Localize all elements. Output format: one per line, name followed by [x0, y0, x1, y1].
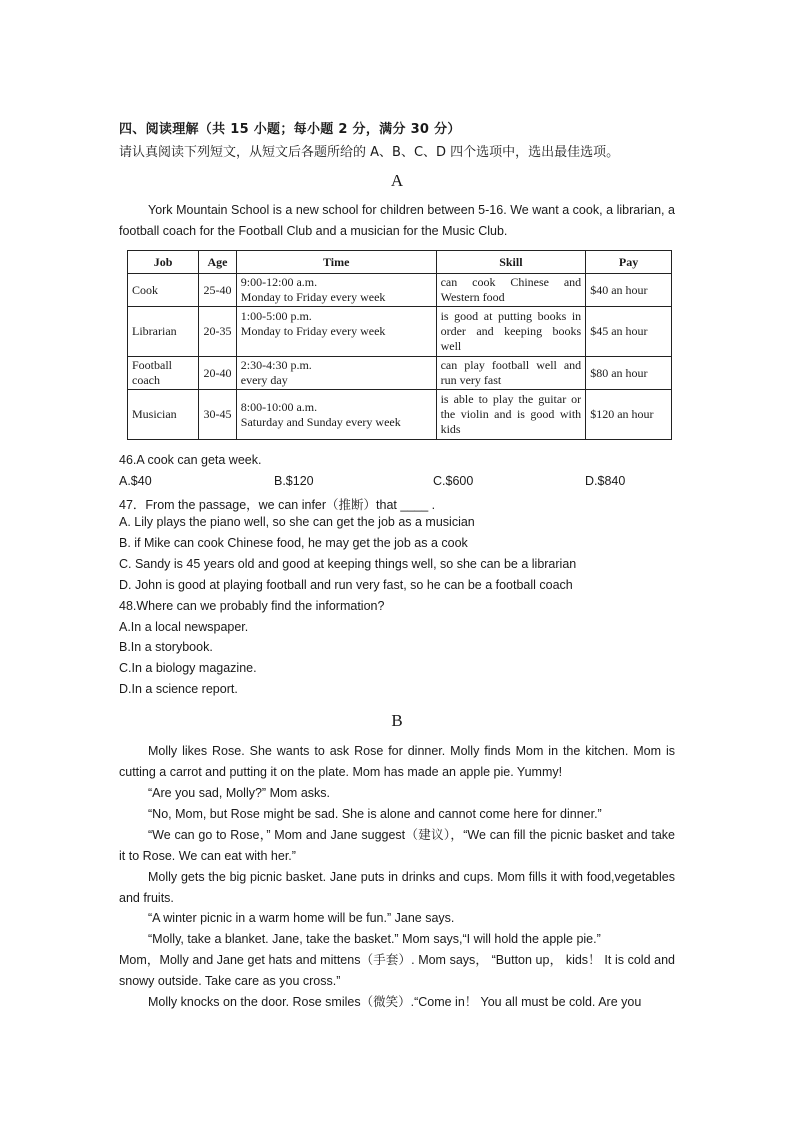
q48-option-a: A.In a local newspaper. — [119, 620, 249, 634]
age-cell: 25-40 — [199, 274, 237, 307]
passage-b-paragraph: “Molly, take a blanket. Jane, take the basket.” Mom says,“I will hold the apple pie.” — [148, 932, 601, 946]
q46-option-a: A.$40 — [119, 474, 152, 488]
age-cell: 30-45 — [199, 390, 237, 440]
pay-cell: $40 an hour — [586, 274, 672, 307]
section-instruction: 请认真阅读下列短文，从短文后各题所给的 A、B、C、D 四个选项中，选出最佳选项。 — [119, 145, 620, 160]
table-row — [128, 390, 672, 440]
passage-b-paragraph: “No, Mom, but Rose might be sad. She is alone and cannot come here for dinner.” — [148, 807, 602, 821]
table-row — [128, 357, 672, 390]
header-skill: Skill — [436, 251, 586, 274]
table-row — [128, 307, 672, 357]
q47-option-b: B. if Mike can cook Chinese food, he may get the job as a cook — [119, 536, 468, 550]
time-days: every day — [240, 373, 288, 387]
q48-option-c: C.In a biology magazine. — [119, 661, 257, 675]
skill-cell: is able to play the guitar or the violin and is good with kids — [436, 390, 586, 440]
time-hours: 9:00-12:00 a.m. — [240, 275, 318, 289]
skill-cell: can cook Chinese and Western food — [436, 274, 586, 307]
passage-b-paragraph: “We can go to Rose，” Mom and Jane suggest（建议），“We can fill the picnic basket and take it to Rose. We can eat with her.” — [119, 828, 675, 863]
section-heading: 四、阅读理解（共 15 小题；每小题 2 分，满分 30 分） — [119, 122, 461, 137]
q47-option-d: D. John is good at playing football and run very fast, so he can be a football coach — [119, 578, 573, 592]
q47-option-c: C. Sandy is 45 years old and good at keeping things well, so she can be a librarian — [119, 557, 577, 571]
job-cell: Football coach — [128, 357, 199, 390]
skill-cell: can play football well and run very fast — [436, 357, 586, 390]
time-cell — [236, 307, 436, 357]
time-days: Monday to Friday every week — [240, 324, 386, 338]
header-time: Time — [236, 251, 436, 274]
skill-cell: is good at putting books in order and keeping books well — [436, 307, 586, 357]
passage-b-paragraph: Molly likes Rose. She wants to ask Rose for dinner. Molly finds Mom in the kitchen. Mom is cutting a carrot and putting it on the plate. Mom has made an apple pie. Yummy! — [119, 744, 675, 779]
header-job: Job — [128, 251, 199, 274]
age-cell: 20-35 — [199, 307, 237, 357]
time-days: Saturday and Sunday every week — [240, 414, 401, 429]
passage-a-intro: York Mountain School is a new school for children between 5-16. We want a cook, a librarian, a football coach for the Football Club and a musician for the Music Club. — [119, 203, 675, 238]
header-pay: Pay — [586, 251, 672, 274]
question-46-options — [119, 474, 675, 492]
passage-a-title: A — [390, 171, 404, 190]
question-46-stem: 46.A cook can geta week. — [119, 453, 262, 467]
age-cell: 20-40 — [199, 357, 237, 390]
passage-b-paragraph: Molly knocks on the door. Rose smiles（微笑）.“Come in！ You all must be cold. Are you — [148, 995, 642, 1009]
q48-option-b: B.In a storybook. — [119, 640, 213, 654]
time-cell — [236, 390, 436, 440]
header-age: Age — [199, 251, 237, 274]
passage-b-paragraph: Molly gets the big picnic basket. Jane puts in drinks and cups. Mom fills it with food,vegetables and fruits. — [119, 870, 675, 905]
time-hours: 8:00-10:00 a.m. — [240, 399, 318, 414]
pay-cell: $45 an hour — [586, 307, 672, 357]
job-cell: Cook — [128, 274, 199, 307]
pay-cell: $80 an hour — [586, 357, 672, 390]
time-cell — [236, 357, 436, 390]
pay-cell: $120 an hour — [586, 390, 672, 440]
question-48-stem: 48.Where can we probably find the information? — [119, 599, 385, 613]
table-row — [128, 274, 672, 307]
job-cell: Musician — [128, 390, 199, 440]
time-cell — [236, 274, 436, 307]
q46-option-d: D.$840 — [585, 474, 626, 488]
time-hours: 1:00-5:00 p.m. — [240, 309, 312, 323]
q46-option-c: C.$600 — [433, 474, 474, 488]
job-table — [127, 250, 672, 440]
question-47-stem: 47．From the passage，we can infer（推断）that ____ . — [119, 498, 436, 512]
passage-b-paragraph: Mom，Molly and Jane get hats and mittens（手套）. Mom says， “Button up， kids！ It is cold and snowy outside. Take care as you cross.” — [119, 953, 675, 988]
q46-option-b: B.$120 — [274, 474, 314, 488]
job-cell: Librarian — [128, 307, 199, 357]
job-table-header — [128, 251, 672, 274]
passage-b-paragraph: “Are you sad, Molly?” Mom asks. — [148, 786, 330, 800]
passage-b-title: B — [391, 711, 403, 730]
passage-b-paragraph: “A winter picnic in a warm home will be fun.” Jane says. — [148, 911, 455, 925]
q48-option-d: D.In a science report. — [119, 682, 238, 696]
q47-option-a: A. Lily plays the piano well, so she can get the job as a musician — [119, 515, 475, 529]
time-days: Monday to Friday every week — [240, 290, 386, 304]
time-hours: 2:30-4:30 p.m. — [240, 358, 312, 372]
